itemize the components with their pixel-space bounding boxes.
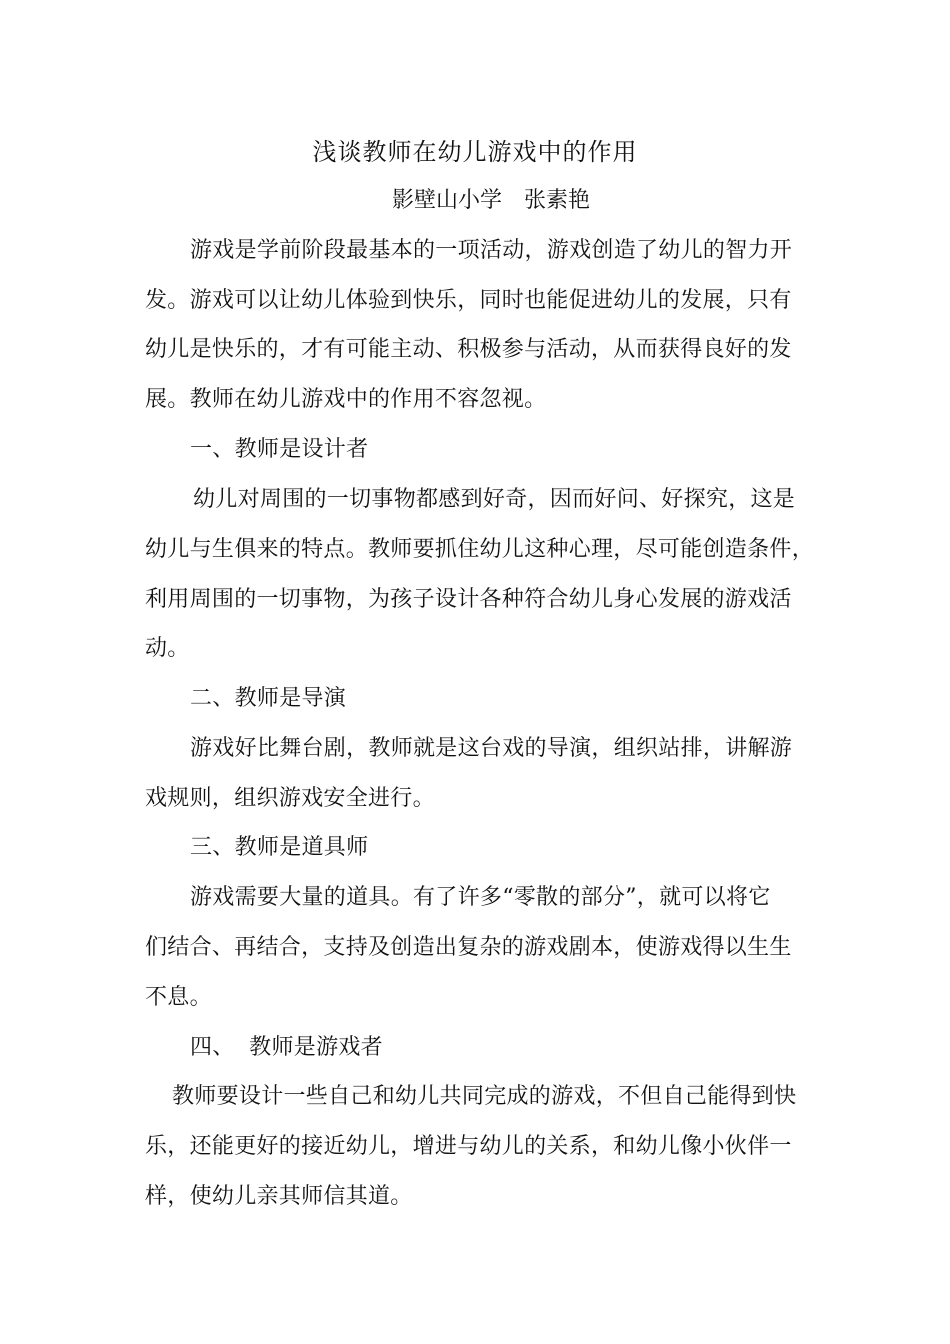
section-heading-4: 四、 教师是游戏者 (190, 1035, 383, 1060)
paragraph-2-line-1: 幼儿对周围的一切事物都感到好奇，因而好问、好探究，这是 (193, 487, 796, 512)
paragraph-1-line-1: 游戏是学前阶段最基本的一项活动，游戏创造了幼儿的智力开 (190, 238, 793, 263)
author-name: 张素艳 (524, 188, 591, 213)
paragraph-1-line-3: 幼儿是快乐的，才有可能主动、积极参与活动，从而获得良好的发 (145, 337, 792, 362)
paragraph-5-line-2: 乐，还能更好的接近幼儿，增进与幼儿的关系，和幼儿像小伙伴一 (145, 1134, 792, 1159)
author-school: 影壁山小学 (391, 188, 502, 213)
paragraph-5-line-3: 样，使幼儿亲其师信其道。 (145, 1184, 413, 1209)
paragraph-4-line-1: 游戏需要大量的道具。有了许多“零散的部分”，就可以将它 (190, 885, 771, 910)
paragraph-4-line-2: 们结合、再结合，支持及创造出复杂的游戏剧本，使游戏得以生生 (145, 935, 792, 960)
paragraph-5-line-1: 教师要设计一些自己和幼儿共同完成的游戏，不但自己能得到快 (172, 1084, 797, 1109)
paragraph-2-line-3: 利用周围的一切事物，为孩子设计各种符合幼儿身心发展的游戏活 (145, 587, 792, 612)
paragraph-4-line-3: 不息。 (145, 985, 212, 1010)
paragraph-1-line-4: 展。教师在幼儿游戏中的作用不容忽视。 (145, 387, 547, 412)
paragraph-2-line-4: 动。 (145, 636, 190, 661)
section-heading-2: 二、教师是导演 (190, 686, 347, 711)
section-heading-1: 一、教师是设计者 (190, 437, 369, 462)
document-byline (0, 181, 950, 221)
document-title: 浅谈教师在幼儿游戏中的作用 (312, 138, 638, 166)
paragraph-3-line-2: 戏规则，组织游戏安全进行。 (145, 786, 435, 811)
paragraph-1-line-2: 发。游戏可以让幼儿体验到快乐，同时也能促进幼儿的发展，只有 (145, 288, 792, 313)
paragraph-3-line-1: 游戏好比舞台剧，教师就是这台戏的导演，组织站排，讲解游 (190, 736, 793, 761)
paragraph-2-line-2: 幼儿与生俱来的特点。教师要抓住幼儿这种心理，尽可能创造条件， (145, 537, 815, 562)
section-heading-3: 三、教师是道具师 (190, 835, 369, 860)
